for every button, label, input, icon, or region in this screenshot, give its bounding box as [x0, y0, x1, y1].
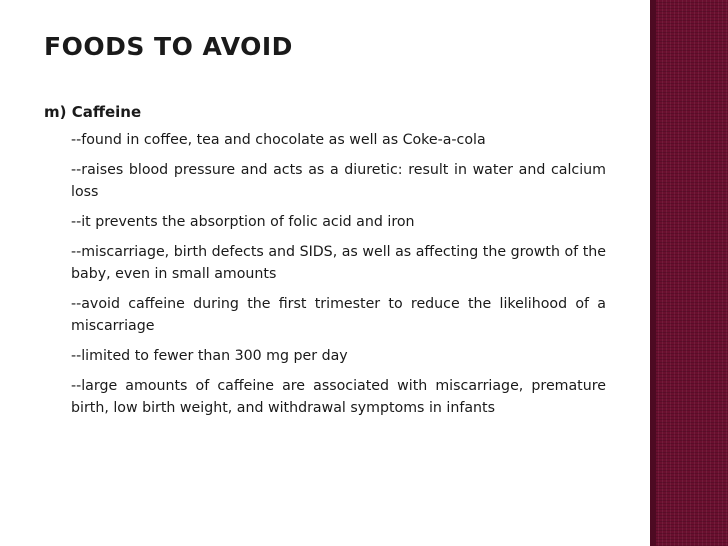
section-heading: m) Caffeine: [44, 103, 142, 121]
bullet-item: --miscarriage, birth defects and SIDS, as well as affecting the growth of the baby, even in small amounts: [71, 244, 606, 282]
slide-content: [44, 101, 606, 427]
bullet-item: --avoid caffeine during the first trimester to reduce the likelihood of a miscarriage: [71, 296, 606, 334]
bullet-item: --large amounts of caffeine are associated with miscarriage, premature birth, low birth weight, and withdrawal symptoms in infants: [71, 378, 606, 416]
bullet-item: --it prevents the absorption of folic acid and iron: [71, 214, 415, 230]
bullet-item: --limited to fewer than 300 mg per day: [71, 348, 348, 364]
bullet-item: --raises blood pressure and acts as a diuretic: result in water and calcium loss: [71, 162, 606, 200]
bullet-item: --found in coffee, tea and chocolate as well as Coke-a-cola: [71, 132, 486, 148]
decorative-sidebar: [650, 0, 728, 546]
slide-title: FOODS TO AVOID: [44, 32, 293, 61]
bullet-list: [44, 129, 606, 419]
